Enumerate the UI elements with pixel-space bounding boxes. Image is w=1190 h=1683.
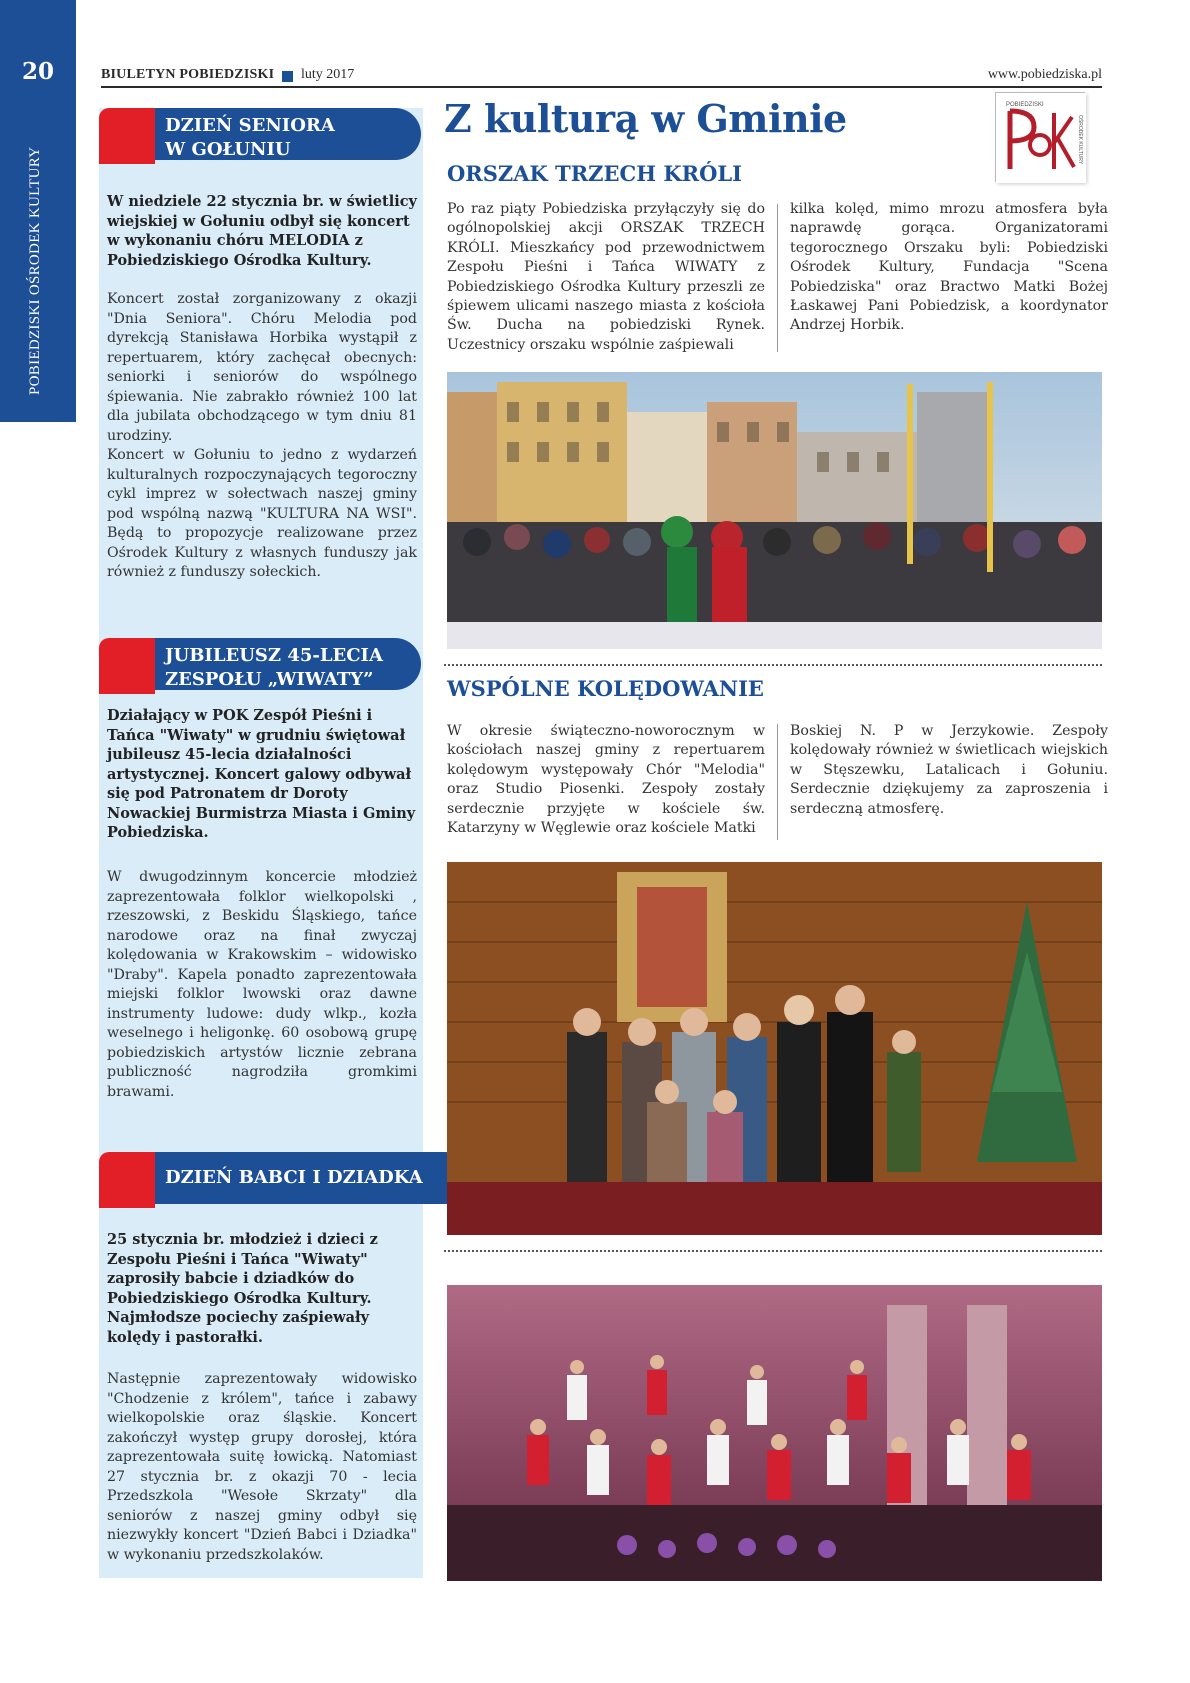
bulletin-title: BIULETYN POBIEDZISKI	[101, 67, 275, 82]
seniora-lead: W niedziele 22 stycznia br. w świetlicy wiejskiej w Gołuniu odbył się koncert w wykonaniu chóru MELODIA z Pobiedziskiego Ośrodka Kultury.	[107, 193, 417, 269]
seniora-body	[107, 290, 417, 583]
bulletin-date: luty 2017	[301, 67, 355, 82]
logo-text-side: OŚRODEK KULTURY	[1077, 115, 1083, 165]
orszak-heading: ORSZAK TRZECH KRÓLI	[447, 161, 742, 186]
website-link[interactable]: www.pobiedziska.pl	[987, 67, 1102, 82]
koledowanie-heading: WSPÓLNE KOLĘDOWANIE	[447, 676, 764, 701]
page-number: 20	[21, 58, 54, 85]
orszak-photo	[447, 372, 1102, 649]
page-header	[101, 66, 1102, 88]
jubileusz-body	[107, 868, 417, 1102]
red-tab-icon	[99, 1152, 155, 1208]
section-divider	[444, 1250, 1102, 1252]
babci-lead: 25 stycznia br. młodzież i dzieci z Zespołu Pieśni i Tańca "Wiwaty" zaprosiły babcie i dziadków do Pobiedziskiego Ośrodka Kultury. Najmłodsze pociechy zaśpiewały kolędy i pastorałki.	[107, 1231, 378, 1346]
koledowanie-photo	[447, 862, 1102, 1235]
column-divider	[777, 204, 778, 352]
jubileusz-paragraph-1: W dwugodzinnym koncercie młodzież zaprezentowała folklor wielkopolski , rzeszowski, z Beskidu Śląskiego, tańce narodowe oraz na finał zwyczaj kolędowania w Krakowskim – widowisko "Draby". Kapela ponadto zaprezentowała miejski folklor lwowski oraz dawne instrumenty ludowe: dudy wlkp., kozła weselnego i heligonkę. 60 osobową grupę pobiedziskich artystów licznie zebrana publiczność nagrodziła gromkimi brawami.	[107, 869, 417, 1100]
jubileusz-title-line2: ZESPOŁU „WIWATY”	[165, 669, 374, 690]
babci-body	[107, 1370, 417, 1565]
pok-logo-icon	[995, 92, 1085, 182]
babci-paragraph-1: Następnie zaprezentowały widowisko "Chodzenie z królem", tańce i zabawy wielkopolskie oraz śląskie. Koncert zakończył występ grupy dorosłej, która zaprezentowała suitę łowicką. Natomiast 27 stycznia br. z okazji 70 - lecia Przedszkola "Wesołe Skrzaty" dla seniorów z naszej gminy odbył się niezwykły koncert "Dzień Babci i Dziadka" w wykonaniu przedszkolaków.	[107, 1371, 417, 1563]
section-divider	[444, 664, 1102, 666]
koledowanie-col-2: Boskiej N. P w Jerzykowie. Zespoły kolędowały również w świetlicach wiejskich w Stęszewku, Latalicach i Gołuniu. Serdecznie dziękujemy za zaproszenia i serdeczną atmosferę.	[790, 723, 1108, 817]
orszak-col-1: Po raz piąty Pobiedziska przyłączyły się do ogólnopolskiej akcji ORSZAK TRZECH KRÓLI. Mieszkańcy pod przewodnictwem Zespołu Pieśni i Tańca WIWATY z Pobiedziskiego Ośrodka Kultury przeszli ze śpiewem ulicami naszego miasta z kościoła Św. Ducha na pobiedziski Rynek. Uczestnicy orszaku wspólnie zaśpiewali	[447, 201, 765, 353]
koledowanie-col-1: W okresie świąteczno-noworocznym w kościołach naszej gminy z repertuarem kolędowym występowały Chór "Melodia" oraz Studio Piosenki. Zespoły zostały serdecznie przyjęte w kościele św. Katarzyny w Węglewie oraz kościele Matki	[447, 723, 765, 837]
header-square-icon	[282, 71, 293, 82]
jubileusz-title-line1: JUBILEUSZ 45-LECIA	[165, 645, 383, 666]
seniora-paragraph-2: Koncert w Gołuniu to jedno z wydarzeń kulturalnych rozpoczynających tegoroczny cykl imprez w sołectwach naszej gminy pod wspólną nazwą "KULTURA NA WSI". Będą to propozycje realizowane przez Ośrodek Kultury z własnych funduszy jak również z funduszy sołeckich.	[107, 447, 417, 580]
page-title: Z kulturą w Gminie	[444, 96, 847, 141]
red-tab-icon	[99, 108, 155, 164]
column-divider	[777, 724, 778, 840]
seniora-paragraph-1: Koncert został zorganizowany z okazji "Dnia Seniora". Chóru Melodia pod dyrekcją Stanisława Horbika wystąpił z repertuarem, który zachęcał obecnych: seniorki i seniorów do wspólnego śpiewania. Nie zabrakło również 100 lat dla jubilata obchodzącego w tym dniu 81 urodziny.	[107, 291, 417, 444]
seniora-title-line1: DZIEŃ SENIORA	[165, 115, 335, 136]
logo-text-top: POBIEDZISKI	[1006, 102, 1044, 108]
seniora-title-line2: W GOŁUNIU	[165, 139, 291, 160]
side-label: POBIEDZISKI OŚRODEK KULTURY	[27, 146, 43, 395]
jubileusz-lead: Działający w POK Zespół Pieśni i Tańca "Wiwaty" w grudniu świętował jubileusz 45-lecia działalności artystycznej. Koncert galowy odbywał się pod Patronatem dr Doroty Nowackiej Burmistrza Miasta i Gminy Pobiedziska.	[107, 707, 416, 841]
orszak-col-2: kilka kolęd, mimo mrozu atmosfera była naprawdę gorąca. Organizatorami tegorocznego Orszaku byli: Pobiedziski Ośrodek Kultury, Fundacja "Scena Pobiedziska" oraz Bractwo Matki Bożej Łaskawej Pani Pobiedzisk, a koordynator Andrzej Horbik.	[790, 201, 1108, 334]
red-tab-icon	[99, 638, 155, 694]
dance-photo	[447, 1285, 1102, 1581]
babci-title: DZIEŃ BABCI I DZIADKA	[165, 1167, 423, 1188]
